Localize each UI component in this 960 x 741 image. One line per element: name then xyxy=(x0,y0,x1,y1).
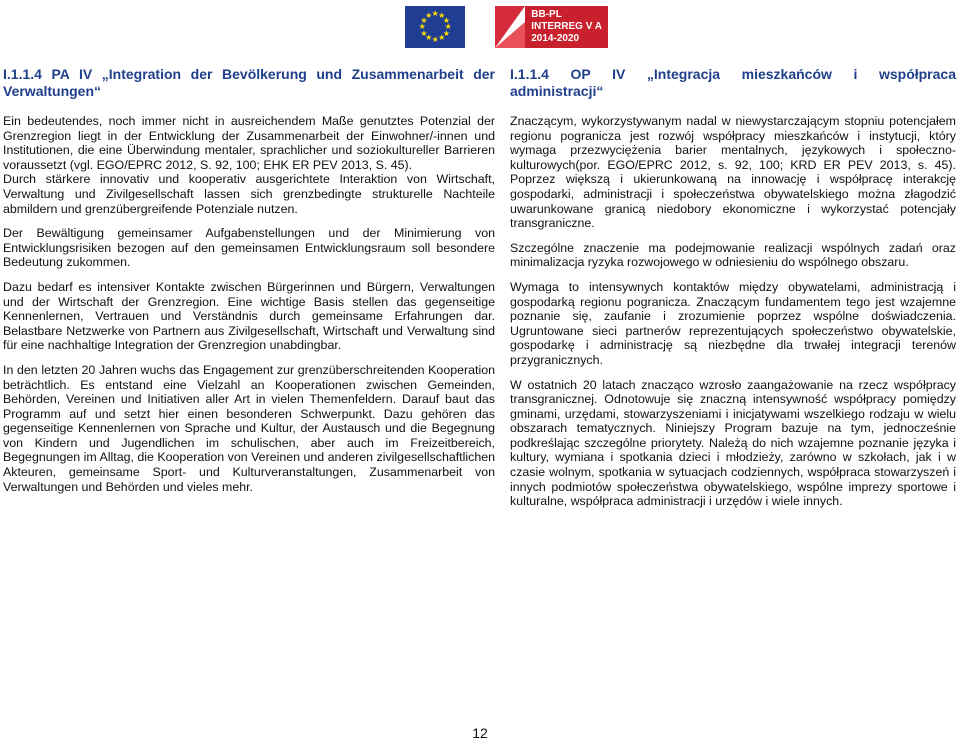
polish-paragraph-2: Szczególne znaczenie ma podejmowanie realizacji wspólnych zadań oraz minimalizacja ryzyka rozwojowego w odniesieniu do wspólnego obszaru. xyxy=(510,240,956,270)
interreg-logo xyxy=(495,6,608,48)
interreg-line-1: BB-PL xyxy=(531,9,562,20)
eu-star-icon: ★ xyxy=(420,15,428,25)
german-paragraph-1: Ein bedeutendes, noch immer nicht in ausreichendem Maße genutztes Potenzial der Grenzregion liegt in der Entwicklung der Zusammenarbeit der Einwohner/-innen und Institutionen, die eine Überwindung mentaler, sprachlicher und soziokultureller Barrieren voraussetzt (vgl. EGO/EPRC 2012, S. 92, 100; EHK ER PEV 2013, S. 45). xyxy=(3,114,495,172)
german-heading-line-2: Verwaltungen“ xyxy=(3,83,102,99)
eu-star-icon: ★ xyxy=(438,10,446,20)
polish-heading-line-2: administracji“ xyxy=(510,83,604,99)
polish-paragraph-4: W ostatnich 20 latach znacząco wzrosło zaangażowanie na rzecz współpracy transgranicznej. Odnotowuje się znaczną intensywność współpracy pomiędzy gminami, urzędami, stowarzyszeniami i inicjatywami wszelkiego rodzaju w wielu obszarach tematycznych. Niniejszy Program bazuje na tym, jednocześnie podkreślając szczególne priorytety. Należą do nich wzajemne poznanie języka i kultury, wymiana i spotkania dzieci i młodzieży, zarówno w szkołach, jak i w czasie wolnym, spotkania w sytuacjach codziennych, współpraca stowarzyszeń i innych podmiotów społeczeństwa obywatelskiego, wspólne imprezy sportowe i kulturalne, współpraca administracji i urzędów i wiele innych. xyxy=(510,377,956,509)
interreg-mark-icon xyxy=(495,6,525,48)
eu-star-icon: ★ xyxy=(442,15,451,25)
german-heading xyxy=(3,66,495,100)
header-logos xyxy=(405,6,608,48)
eu-star-icon: ★ xyxy=(438,33,446,43)
polish-heading-line-1: I.1.1.4 OP IV „Integracja mieszkańców i współpraca xyxy=(510,66,956,82)
german-paragraph-5: In den letzten 20 Jahren wuchs das Engagement zur grenzüberschreitenden Kooperation beträchtlich. Es entstand eine Vielzahl an Kooperationen zwischen Gemeinden, Behörden, Vereinen und Initiativen aller Art in vielen Themenfeldern. Darauf baut das Programm auf und setzt hier einen besonderen Schwerpunkt. Dazu gehören das gegenseitige Kennenlernen von Sprache und Kultur, der Austausch und die Begegnung von Kindern und Jugendlichen im schulischen, aber auch im Freizeitbereich, Begegnungen im Alltag, die Kooperation von Vereinen und anderen zivilgesellschaftlichen Akteuren, gemeinsame Sport- und Kulturveranstaltungen, Zusammenarbeit von Verwaltungen und Behörden und vieles mehr. xyxy=(3,362,495,494)
polish-paragraph-1: Znaczącym, wykorzystywanym nadal w niewystarczającym stopniu potencjałem regionu pogranicza jest rozwój współpracy mieszkańców i instytucji, który wymaga przezwyciężenia barier mentalnych, językowych i społeczno-kulturowych(por. EGO/EPRC 2012, s. 92, 100; KRD ER PEV 2013, s. 45). Poprzez większą i ukierunkowaną na innowację i współpracę interakcję gospodarki, administracji i społeczeństwa obywatelskiego można złagodzić uwarunkowane granicą niedobory ekonomiczne i wykorzystać potencjały transgraniczne. xyxy=(510,114,956,231)
eu-star-icon: ★ xyxy=(431,9,439,18)
eu-star-icon: ★ xyxy=(425,10,433,20)
eu-flag-icon xyxy=(405,6,465,48)
german-heading-line-1: I.1.1.4 PA IV „Integration der Bevölkerung und Zusammenarbeit der xyxy=(3,66,495,82)
polish-paragraph-3: Wymaga to intensywnych kontaktów między obywatelami, administracją i gospodarką regionu pogranicza. Znaczącym fundamentem tego jest wzajemne poznanie się, zaufanie i zrozumienie poprzez wspólne doświadczenia. Ugruntowane sieci partnerów reprezentujących społeczeństwo obywatelskie, gospodarkę i administrację są niezbędne dla trwałej integracji terenów przygranicznych. xyxy=(510,279,956,367)
eu-star-icon: ★ xyxy=(444,22,452,31)
polish-heading xyxy=(510,66,956,100)
eu-star-icon: ★ xyxy=(442,28,451,38)
eu-star-icon: ★ xyxy=(420,28,428,38)
page-number: 12 xyxy=(472,725,488,741)
german-paragraph-4: Dazu bedarf es intensiver Kontakte zwischen Bürgerinnen und Bürgern, Verwaltungen und der Wirtschaft der Grenzregion. Eine wichtige Basis stellen das gegenseitige Kennenlernen, Vertrauen und Verständnis durch gemeinsame Erfahrungen dar. Belastbare Netzwerke von Partnern aus Zivilgesellschaft, Wirtschaft und Verwaltung sind für eine nachhaltige Integration der Grenzregion unabdingbar. xyxy=(3,279,495,353)
german-paragraph-3: Der Bewältigung gemeinsamer Aufgabenstellungen und der Minimierung von Entwicklungsrisiken bezogen auf den gemeinsamen Entwicklungsraum soll besondere Bedeutung zukommen. xyxy=(3,226,495,270)
german-paragraph-2: Durch stärkere innovativ und kooperativ ausgerichtete Interaktion von Wirtschaft, Verwaltung und Zivilgesellschaft lassen sich grenzbedingte strukturelle Nachteile abmildern und grenzübergreifende Potenziale nutzen. xyxy=(3,172,495,216)
eu-star-icon: ★ xyxy=(418,22,426,31)
eu-star-icon: ★ xyxy=(431,35,439,44)
interreg-wordmark xyxy=(525,6,608,48)
interreg-line-2: INTERREG V A xyxy=(531,21,602,32)
polish-column xyxy=(510,66,956,519)
german-column xyxy=(3,66,495,504)
eu-star-icon: ★ xyxy=(425,33,433,43)
interreg-line-3: 2014-2020 xyxy=(531,33,580,44)
